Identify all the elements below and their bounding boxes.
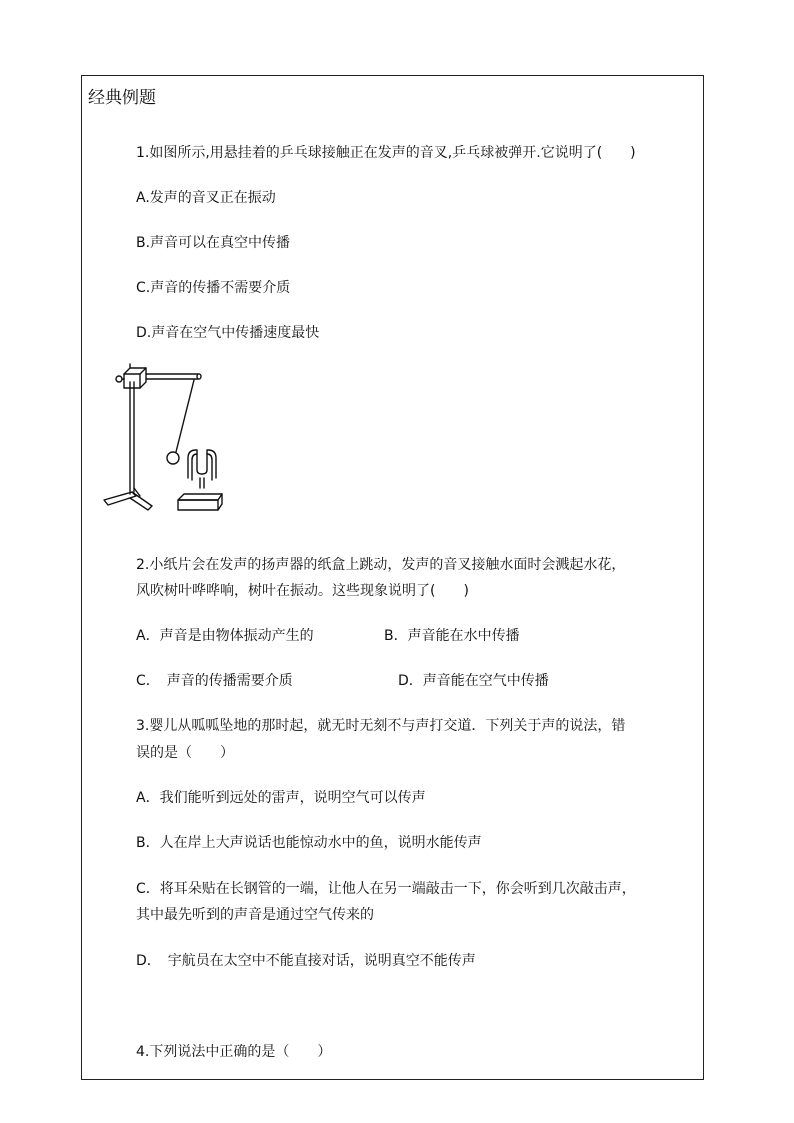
q2-option-a: A．声音是由物体振动产生的 bbox=[136, 628, 314, 644]
q3-stem-line-2: 误的是（ ） bbox=[136, 745, 234, 761]
q1-stem: 1.如图所示,用悬挂着的乒乓球接触正在发声的音叉,乒乓球被弹开.它说明了( ) bbox=[136, 145, 636, 161]
content-frame bbox=[81, 75, 704, 1080]
q1-option-d: D.声音在空气中传播速度最快 bbox=[136, 325, 320, 341]
section-title: 经典例题 bbox=[88, 88, 156, 108]
q2-stem-line-1: 2.小纸片会在发声的扬声器的纸盒上跳动，发声的音叉接触水面时会溅起水花， bbox=[136, 557, 626, 573]
q2-option-b: B．声音能在水中传播 bbox=[384, 628, 520, 644]
q2-option-d: D．声音能在空气中传播 bbox=[398, 673, 549, 689]
q1-option-a: A.发声的音叉正在振动 bbox=[136, 190, 276, 206]
q3-option-c-line-1: C．将耳朵贴在长钢管的一端，让他人在另一端敲击一下，你会听到几次敲击声， bbox=[136, 881, 636, 897]
q3-option-a: A．我们能听到远处的雷声，说明空气可以传声 bbox=[136, 790, 426, 806]
q2-option-c: C． 声音的传播需要介质 bbox=[136, 673, 293, 689]
q3-option-b: B．人在岸上大声说话也能惊动水中的鱼，说明水能传声 bbox=[136, 835, 482, 851]
q3-option-c-line-2: 其中最先听到的声音是通过空气传来的 bbox=[136, 907, 374, 923]
tuning-fork-pendulum-illustration bbox=[100, 360, 230, 525]
q3-stem-line-1: 3.婴儿从呱呱坠地的那时起，就无时无刻不与声打交道．下列关于声的说法，错 bbox=[136, 718, 626, 734]
q2-stem-line-2: 风吹树叶哗哗响，树叶在振动。这些现象说明了( ) bbox=[136, 583, 469, 599]
q3-option-d: D． 宇航员在太空中不能直接对话，说明真空不能传声 bbox=[136, 953, 476, 969]
q1-option-b: B.声音可以在真空中传播 bbox=[136, 235, 291, 251]
q4-stem: 4.下列说法中正确的是（ ） bbox=[136, 1044, 332, 1060]
q1-option-c: C.声音的传播不需要介质 bbox=[136, 280, 291, 296]
